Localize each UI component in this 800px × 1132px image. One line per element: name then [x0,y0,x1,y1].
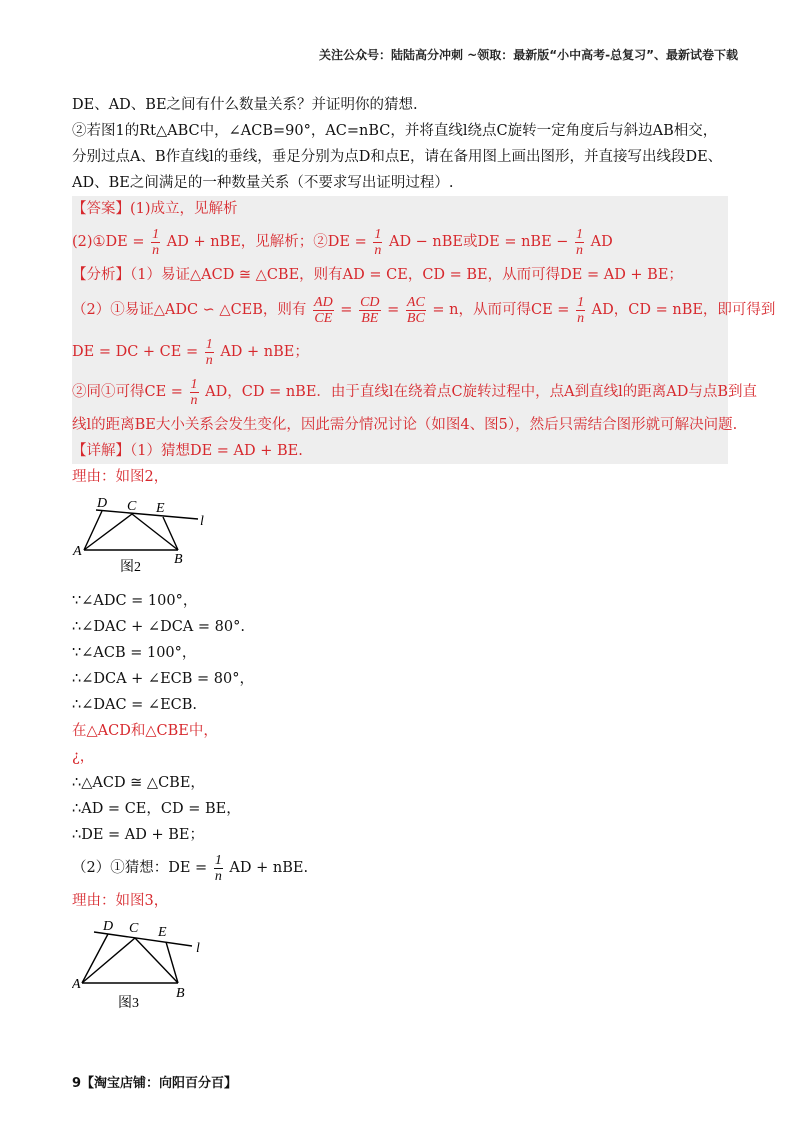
segment-ad [82,934,108,983]
proof-line-5: ∴∠DAC = ∠ECB. [72,697,198,713]
fraction: $\frac{1}{n}$ [205,336,213,368]
label-d: D [97,496,108,511]
label-d: D [103,920,114,934]
answer-line-1: 【答案】(1)成立，见解析 [72,201,238,217]
figure-2-caption: 图2 [120,560,141,575]
proof-line-2: ∴∠DAC + ∠DCA = 80°. [72,619,245,635]
proof-line-3: ∵∠ACB = 100°， [72,645,197,661]
page-header: 关注公众号：陆陆高分冲刺 ~领取：最新版“小中高考-总复习”、最新试卷下载 [319,48,738,62]
proof-line-9: ∴AD = CE，CD = BE， [72,801,241,817]
line-l [94,932,192,946]
proof-line-1: ∵∠ADC = 100°， [72,593,198,609]
intro-line-2: ②若图1的Rt△ABC中，∠ACB=90°，AC=nBC，并将直线l绕点C旋转一定角度后与斜边AB相交， [72,123,718,139]
proof-line-10: ∴DE = AD + BE； [72,827,205,843]
label-a: A [72,977,81,992]
label-l: l [196,941,200,956]
fraction: $\frac{CD}{BE}$ [360,294,380,326]
page-content [72,92,776,1021]
label-l: l [200,514,204,529]
analysis-line-2: （2）①易证△ADC ∽ △CEB，则有 $\frac{AD}{CE}$ = $\frac{CD}{BE}$ = $\frac{AC}{BC}$ = n，从而可得CE = $\frac{1}{n}$ AD，CD = nBE，即可得到 [72,294,776,326]
figure-3-caption: 图3 [118,996,139,1011]
figure-3-diagram [72,920,212,1015]
analysis-line-5: 线l的距离BE大小关系会发生变化，因此需分情况讨论（如图4、图5），然后只需结合图形就可解决问题. [72,417,738,433]
intro-line-4: AD、BE之间满足的一种数量关系（不要求写出证明过程）. [72,175,454,191]
page-footer: 9【淘宝店铺：向阳百分百】 [72,1076,238,1091]
figure-2-diagram [72,496,212,576]
analysis-line-1: 【分析】（1）易证△ACD ≅ △CBE，则有AD = CE，CD = BE，从而可得DE = AD + BE； [72,267,683,283]
label-c: C [129,921,139,936]
proof-line-4: ∴∠DCA + ∠ECB = 80°， [72,671,254,687]
label-c: C [127,499,137,514]
segment-cb [132,514,178,550]
detail-line-2: 理由：如图2， [72,469,169,485]
segment-ac [82,938,135,983]
fraction: $\frac{1}{n}$ [214,852,222,884]
proof-line-12: 理由：如图3， [72,893,169,909]
line-l [96,510,198,519]
label-b: B [174,552,183,567]
proof-line-6: 在△ACD和△CBE中， [72,723,218,739]
label-e: E [158,925,167,940]
fraction: $\frac{1}{n}$ [576,226,584,258]
fraction: $\frac{AC}{BC}$ [406,294,425,326]
proof-line-11: （2）①猜想：DE = $\frac{1}{n}$ AD + nBE. [72,852,309,884]
segment-ad [84,511,102,550]
proof-line-7: ¿， [72,749,95,765]
label-a: A [73,544,82,559]
intro-line-3: 分别过点A、B作直线l的垂线，垂足分别为点D和点E，请在备用图上画出图形，并直接写出线段DE、 [72,149,723,165]
figure-2 [72,496,728,580]
intro-line-1: DE、AD、BE之间有什么数量关系？并证明你的猜想. [72,97,418,113]
analysis-line-4: ②同①可得CE = $\frac{1}{n}$ AD，CD = nBE．由于直线l在绕着点C旋转过程中，点A到直线l的距离AD与点B到直 [72,376,758,408]
analysis-line-3: DE = DC + CE = $\frac{1}{n}$ AD + nBE； [72,336,309,368]
proof-line-8: ∴△ACD ≅ △CBE， [72,775,205,791]
detail-line-1: 【详解】（1）猜想DE = AD + BE. [72,443,303,459]
label-b: B [176,986,185,1001]
solution-box [72,196,776,464]
fraction: $\frac{1}{n}$ [152,226,160,258]
segment-ac [84,514,132,550]
label-e: E [156,501,165,516]
intro-block [72,92,728,196]
fraction: $\frac{1}{n}$ [577,294,585,326]
segment-be [163,517,178,550]
fraction: $\frac{1}{n}$ [374,226,382,258]
fraction: $\frac{1}{n}$ [190,376,198,408]
figure-3 [72,920,728,1019]
fraction: $\frac{AD}{CE}$ [314,294,333,326]
answer-line-2: (2)①DE = $\frac{1}{n}$ AD + nBE，见解析；②DE = $\frac{1}{n}$ AD − nBE或DE = nBE − $\frac{1}{n}$ AD [72,226,613,258]
